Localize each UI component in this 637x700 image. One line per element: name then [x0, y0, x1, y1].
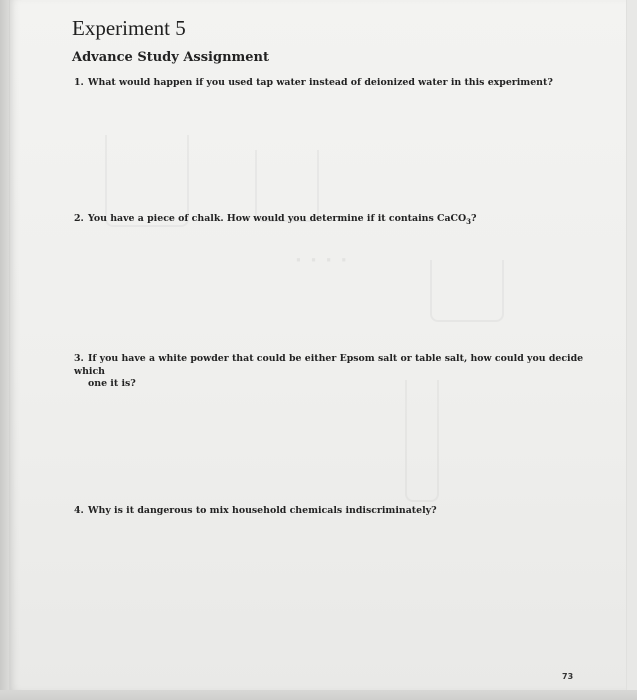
question-text: If you have a white powder that could be either Epsom salt or table salt, how could you decide which: [74, 353, 584, 377]
question-3: [74, 353, 594, 391]
showthrough-flask: [430, 260, 504, 322]
question-suffix: ?: [471, 213, 477, 224]
showthrough-text: · · · ·: [295, 250, 349, 271]
section-title: Advance Study Assignment: [72, 50, 270, 65]
worksheet-page: [10, 0, 626, 690]
question-text: What would happen if you used tap water instead of deionized water in this experiment?: [88, 77, 553, 88]
question-number: 2.: [74, 213, 84, 224]
question-number: 4.: [74, 505, 84, 516]
question-text: Why is it dangerous to mix household chemicals indiscriminately?: [88, 505, 437, 516]
question-text: You have a piece of chalk. How would you determine if it contains CaCO: [88, 213, 467, 224]
question-text-continued: one it is?: [88, 378, 136, 389]
question-number: 1.: [74, 77, 84, 88]
question-4: [74, 505, 594, 518]
page-title: Experiment 5: [72, 16, 186, 40]
question-2: [74, 213, 594, 228]
page-number: 73: [562, 672, 574, 681]
question-number: 3.: [74, 353, 84, 364]
showthrough-cylinder: [405, 380, 439, 502]
page-bottom-edge: [0, 690, 637, 700]
showthrough-beaker: [255, 150, 319, 222]
formula-subscript: 3: [466, 216, 472, 226]
question-1: [74, 77, 594, 90]
